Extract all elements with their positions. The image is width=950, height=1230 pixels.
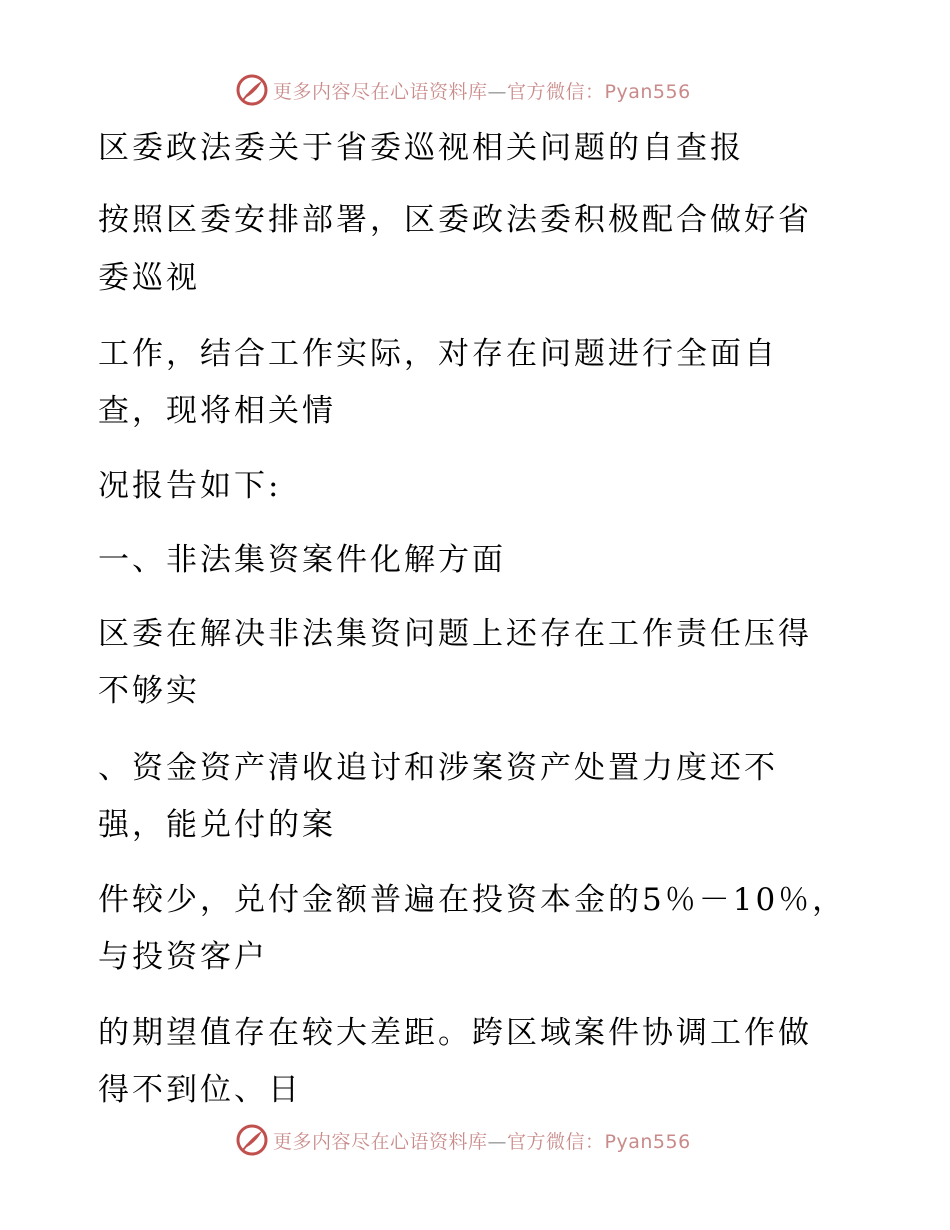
doc-line: 区委在解决非法集资问题上还存在工作责任压得 <box>98 616 812 652</box>
doc-section-heading: 一、非法集资案件化解方面 <box>98 542 506 578</box>
doc-line: 件较少，兑付金额普遍在投资本金的5％－10％， <box>98 882 847 918</box>
doc-line: 强，能兑付的案 <box>98 807 336 843</box>
doc-line: 查，现将相关情 <box>98 393 336 429</box>
doc-line: 不够实 <box>98 673 200 709</box>
doc-title-line: 区委政法委关于省委巡视相关问题的自查报 <box>98 130 744 166</box>
doc-line: 工作，结合工作实际，对存在问题进行全面自 <box>98 336 778 372</box>
doc-line: 与投资客户 <box>98 939 268 975</box>
doc-line: 况报告如下: <box>98 468 282 504</box>
footer-watermark-banner <box>235 1122 715 1158</box>
doc-line: 按照区委安排部署，区委政法委积极配合做好省 <box>98 202 812 238</box>
doc-line: 得不到位、日 <box>98 1072 302 1108</box>
header-watermark-banner <box>235 72 715 108</box>
doc-line: 委巡视 <box>98 260 200 296</box>
doc-line: 的期望值存在较大差距。跨区域案件协调工作做 <box>98 1015 812 1051</box>
doc-line: 、资金资产清收追讨和涉案资产处置力度还不 <box>98 750 778 786</box>
feather-quill-icon <box>235 73 269 107</box>
feather-quill-icon <box>235 1123 269 1157</box>
banner-text: 更多内容尽在心语资料库—官方微信：Pyan556 <box>273 1130 691 1153</box>
banner-text: 更多内容尽在心语资料库—官方微信：Pyan556 <box>273 80 691 103</box>
